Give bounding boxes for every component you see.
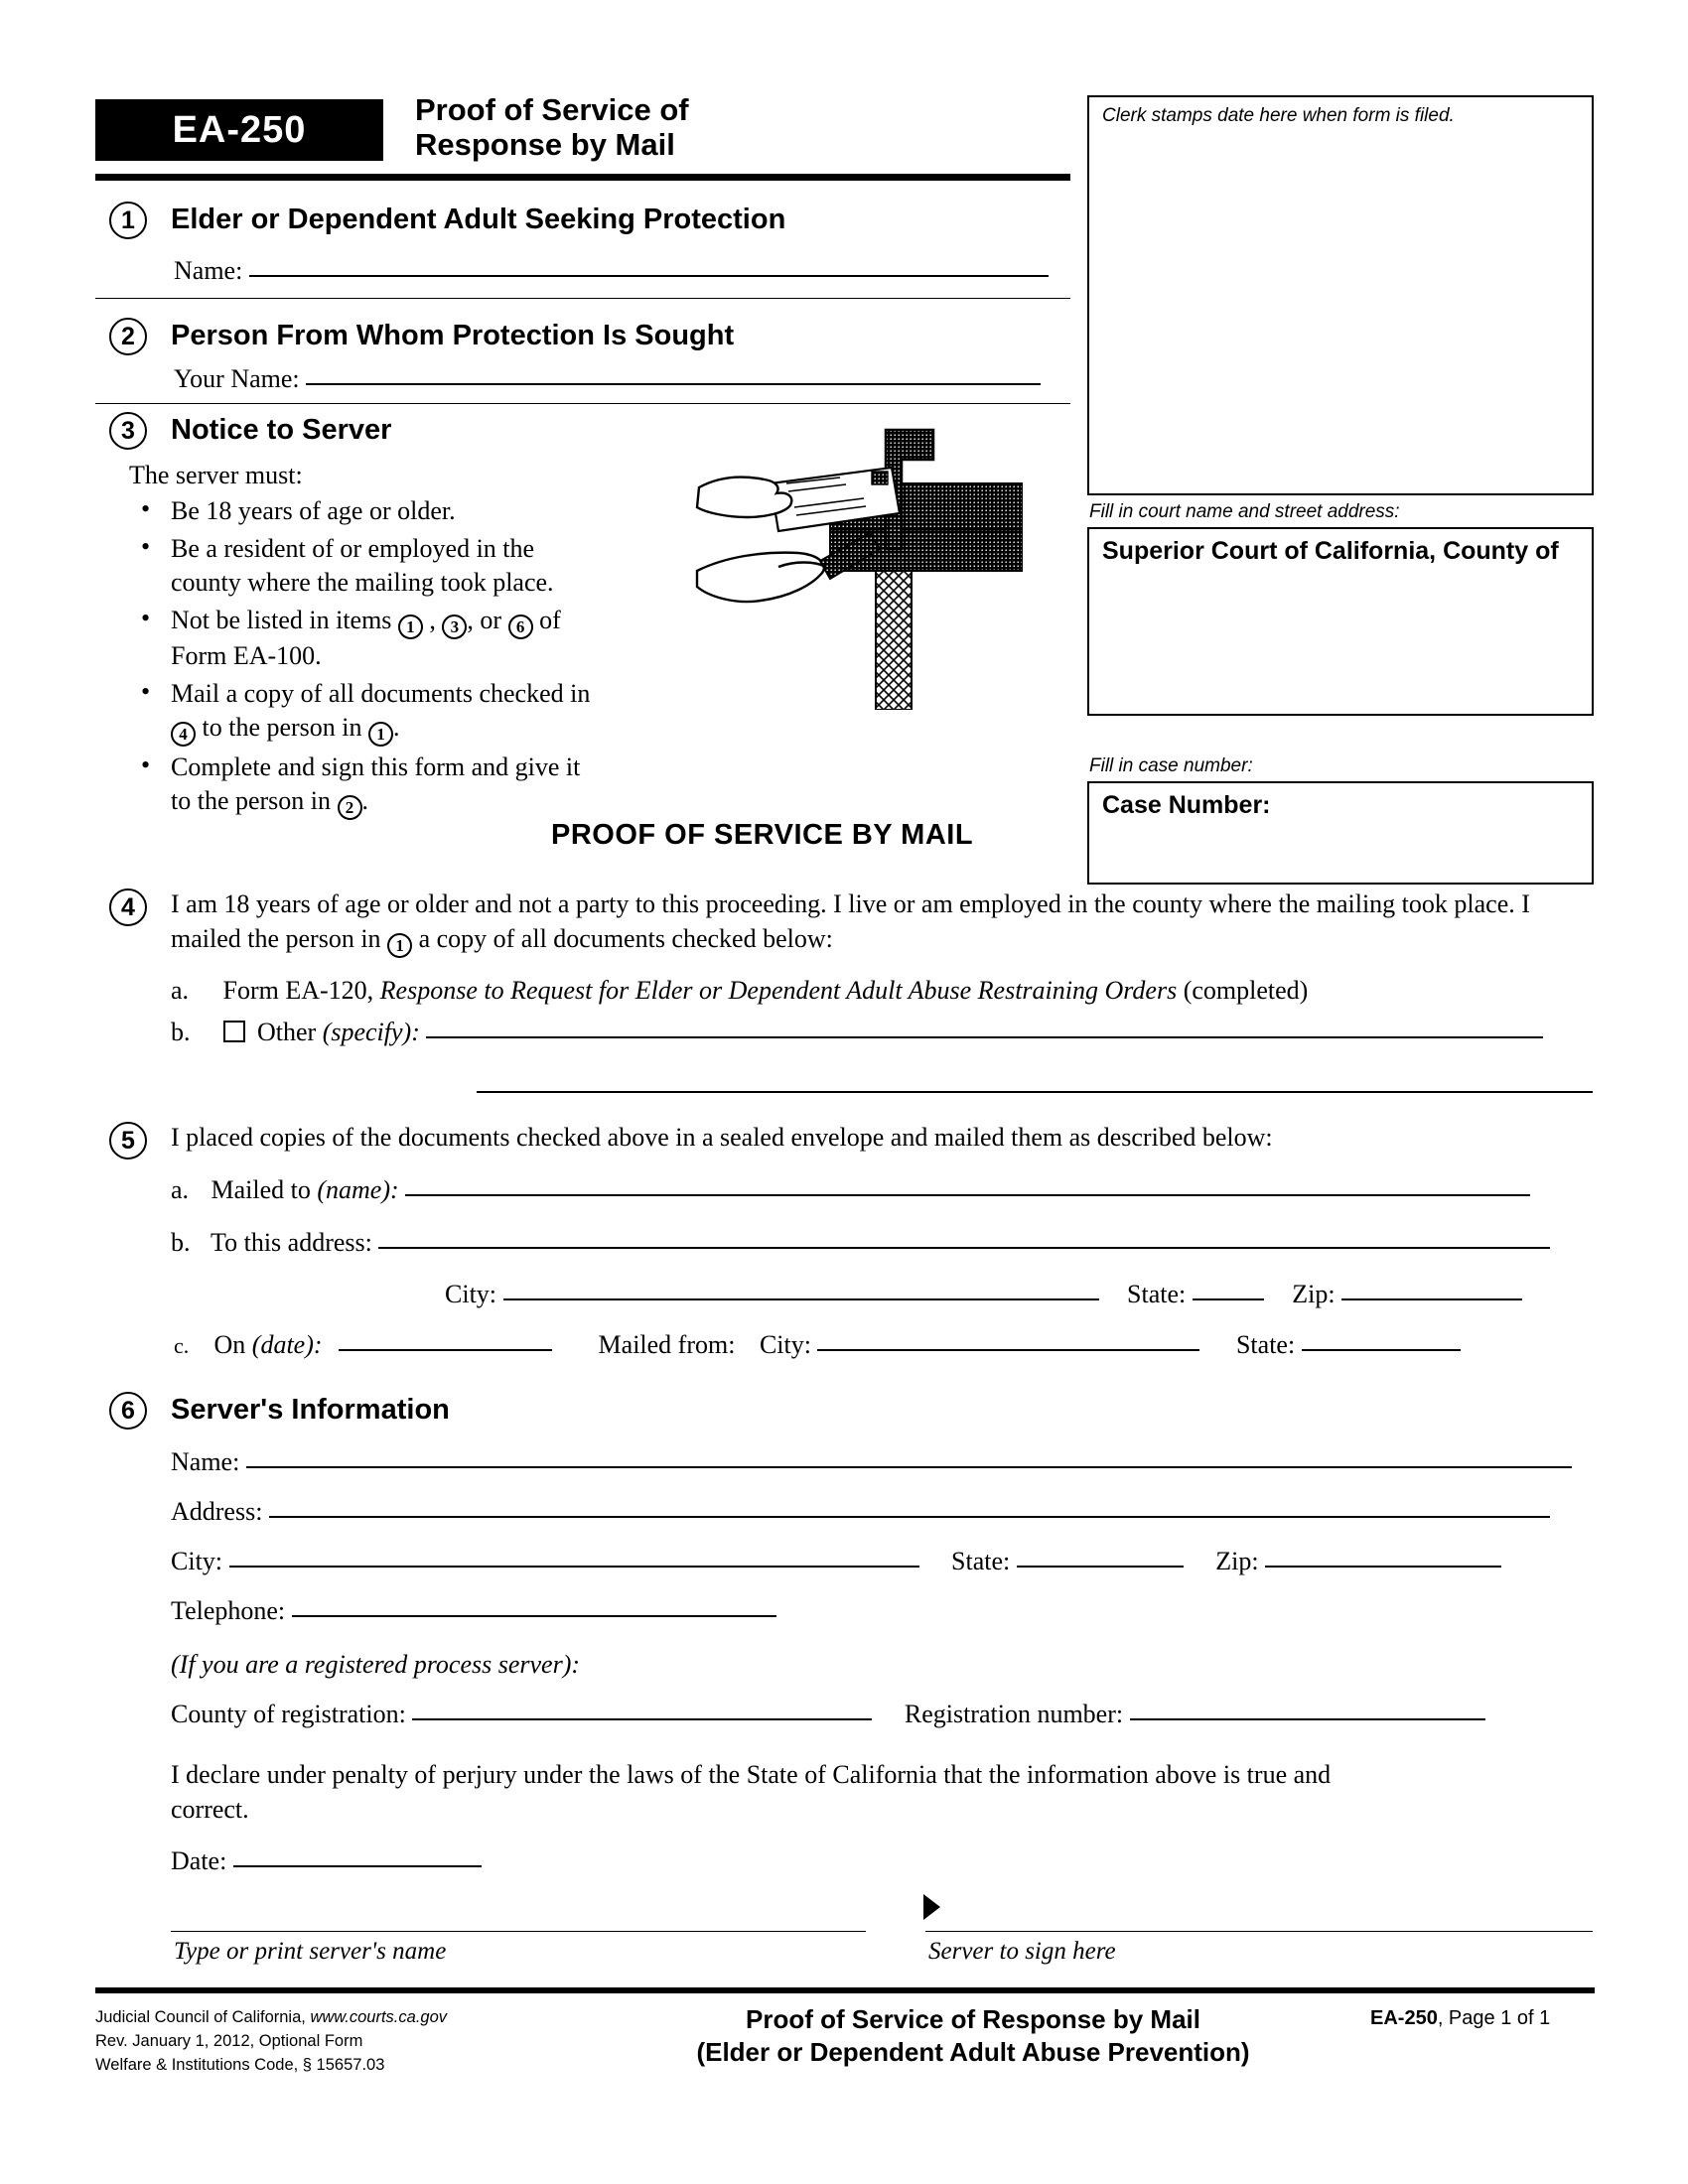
item-reference-1-icon: 1: [398, 614, 423, 639]
mailed-to-city-input[interactable]: [503, 1297, 1099, 1300]
requirement-text: Complete and sign this form and give it to the person in: [171, 752, 581, 815]
section-5-city-label: City:: [445, 1280, 497, 1308]
section-4-item-b-letter: b.: [171, 1018, 191, 1046]
footer-website-url: www.courts.ca.gov: [310, 2008, 448, 2026]
perjury-declaration-line2: correct.: [171, 1795, 249, 1824]
form-title: [415, 92, 812, 162]
server-name-input[interactable]: [246, 1465, 1572, 1468]
mailed-from-city-input[interactable]: [817, 1348, 1199, 1351]
section-5-city-state-zip-row: [445, 1280, 1522, 1309]
footer-form-code: EA-250: [1370, 2007, 1438, 2029]
other-checkbox[interactable]: [223, 1021, 245, 1042]
form-title-line2: Response by Mail: [415, 127, 675, 162]
section-5-c-label: On: [213, 1330, 246, 1359]
section-4-item-a-plain2: (completed): [1183, 976, 1309, 1005]
clerk-stamp-caption: Clerk stamps date here when form is filed.: [1102, 105, 1455, 126]
section-4-item-a-letter: a.: [171, 976, 190, 1005]
clerk-stamp-box: [1087, 95, 1594, 495]
case-number-caption: Fill in case number:: [1089, 755, 1253, 776]
section-5-state-label: State:: [1127, 1280, 1187, 1308]
requirement-text: .: [393, 713, 400, 742]
requirement-text: to the person in: [196, 713, 369, 742]
section-4-statement: [171, 887, 1596, 958]
step-number-5: 5: [109, 1122, 147, 1160]
section-5-a-label: Mailed to: [211, 1175, 311, 1204]
server-city-input[interactable]: [229, 1565, 919, 1568]
server-requirement-item: [129, 604, 596, 673]
section-5-a-letter: a.: [171, 1175, 190, 1204]
footer-line-2: Rev. January 1, 2012, Optional Form: [95, 2032, 363, 2050]
section-4-item-b: [171, 1018, 1543, 1047]
server-zip-label: Zip:: [1215, 1547, 1259, 1575]
server-telephone-row: [171, 1596, 776, 1626]
section-4-item-a: [171, 976, 1308, 1006]
section-2-name-label: Your Name:: [174, 364, 300, 393]
notice-intro: The server must:: [129, 461, 303, 489]
step-number-4: 4: [109, 888, 147, 926]
item-reference-1-icon: 1: [368, 722, 393, 747]
step-number-6: 6: [109, 1392, 147, 1430]
court-name-label: Superior Court of California, County of: [1102, 537, 1559, 565]
server-requirements-list: [129, 494, 596, 820]
mailed-on-date-input[interactable]: [339, 1348, 552, 1351]
requirement-text: Not be listed in items: [171, 606, 398, 634]
server-address-row: [171, 1497, 1550, 1527]
server-name-row: [171, 1447, 1572, 1477]
item-reference-3-icon: 3: [442, 614, 467, 639]
server-zip-input[interactable]: [1265, 1565, 1501, 1568]
signature-caption: Server to sign here: [928, 1938, 1116, 1965]
section-4-text-before: I am 18 years of age or older and not a party to this proceeding. I live or am employed in the county where the mailing took place. I mailed the person in: [171, 889, 1530, 953]
section-4-item-a-italic: Response to Request for Elder or Dependent Adult Abuse Restraining Orders: [379, 976, 1178, 1005]
footer-line-1: [95, 2005, 447, 2029]
section-4-ref-1: 1: [387, 933, 412, 958]
footer-title-line2: (Elder or Dependent Adult Abuse Prevention): [696, 2037, 1250, 2067]
footer-legal-info: [95, 2005, 447, 2077]
section-4-text-after: a copy of all documents checked below:: [418, 924, 833, 953]
section-4-item-a-plain1: Form EA-120,: [222, 976, 374, 1005]
case-number-label: Case Number:: [1102, 791, 1271, 819]
step-number-3: 3: [109, 412, 147, 450]
county-of-registration-label: County of registration:: [171, 1700, 406, 1728]
section-5-item-c: [174, 1330, 1461, 1360]
server-city-state-zip-row: [171, 1547, 1501, 1576]
section-5-b-label: To this address:: [211, 1228, 372, 1257]
requirement-text: , or: [467, 606, 508, 634]
registration-number-input[interactable]: [1130, 1717, 1485, 1720]
footer-council-text: Judicial Council of California,: [95, 2008, 306, 2026]
section-5-a-italic: (name):: [317, 1175, 399, 1204]
server-requirement-item: [129, 751, 596, 820]
requirement-text: .: [361, 786, 369, 815]
requirement-text: Be 18 years of age or older.: [171, 496, 456, 525]
step-number-1: 1: [109, 202, 147, 239]
form-title-line1: Proof of Service of: [415, 92, 689, 127]
server-state-label: State:: [951, 1547, 1011, 1575]
section-1-heading: Elder or Dependent Adult Seeking Protection: [171, 204, 786, 235]
footer-divider: [95, 1987, 1595, 1993]
mailed-to-zip-input[interactable]: [1341, 1297, 1522, 1300]
header-divider: [95, 174, 1070, 181]
section-1-name-label: Name:: [174, 256, 243, 285]
signature-line[interactable]: [925, 1931, 1593, 1932]
notice-to-server-list: [129, 459, 596, 824]
section-5-zip-label: Zip:: [1292, 1280, 1336, 1308]
mailed-to-name-input[interactable]: [405, 1193, 1530, 1196]
section-4-item-b-italic: (specify):: [322, 1018, 420, 1046]
mailed-from-state-input[interactable]: [1302, 1348, 1461, 1351]
county-of-registration-input[interactable]: [412, 1717, 872, 1720]
declaration-date-label: Date:: [171, 1846, 227, 1875]
requirement-text: Be a resident of or employed in the county where the mailing took place.: [171, 534, 554, 597]
section-5-b-letter: b.: [171, 1228, 191, 1257]
section-6-heading: Server's Information: [171, 1394, 450, 1426]
section-5-item-a: [171, 1175, 1530, 1205]
server-address-label: Address:: [171, 1497, 263, 1526]
section-1-divider: [95, 298, 1070, 299]
item-reference-4-icon: 4: [171, 722, 196, 747]
print-name-line[interactable]: [171, 1931, 866, 1932]
server-requirement-item: [129, 677, 596, 747]
footer-page-number: , Page 1 of 1: [1437, 2007, 1551, 2029]
section-5-intro: I placed copies of the documents checked above in a sealed envelope and mailed them as described below:: [171, 1123, 1273, 1152]
section-2-name-input[interactable]: [306, 382, 1041, 385]
requirement-text: Mail a copy of all documents checked in: [171, 679, 591, 708]
print-name-caption: Type or print server's name: [174, 1938, 447, 1965]
footer-line-3: Welfare & Institutions Code, § 15657.03: [95, 2056, 385, 2074]
step-number-2: 2: [109, 318, 147, 355]
declaration-date-row: [171, 1846, 482, 1876]
proof-of-service-heading: PROOF OF SERVICE BY MAIL: [551, 819, 974, 851]
section-5-c-letter: c.: [174, 1333, 190, 1358]
declaration-date-input[interactable]: [233, 1864, 482, 1867]
section-5-mailed-from-city-label: City:: [759, 1330, 811, 1359]
perjury-declaration-line1: I declare under penalty of perjury under the laws of the State of California that the information above is true and: [171, 1760, 1332, 1789]
section-2-divider: [95, 403, 1070, 404]
footer-page-info: [1370, 2007, 1550, 2030]
section-4-item-b-label: Other: [257, 1018, 317, 1046]
requirement-text: ,: [422, 606, 443, 634]
other-specify-input-line2[interactable]: [477, 1091, 1593, 1093]
registration-number-label: Registration number:: [904, 1700, 1124, 1728]
server-city-label: City:: [171, 1547, 223, 1575]
server-address-input[interactable]: [269, 1515, 1550, 1518]
section-5-item-b: [171, 1228, 1550, 1258]
section-5-mailed-from-label: Mailed from:: [598, 1330, 736, 1359]
form-code-badge: EA-250: [95, 99, 383, 161]
registration-row: [171, 1700, 1485, 1729]
signature-arrow-icon: [923, 1894, 940, 1920]
section-5-c-italic: (date):: [251, 1330, 323, 1359]
section-3-heading: Notice to Server: [171, 414, 392, 446]
mailed-to-state-input[interactable]: [1193, 1297, 1264, 1300]
section-2-name-row: [174, 364, 1041, 394]
server-requirement-item: [129, 494, 596, 528]
item-reference-2-icon: 2: [338, 795, 362, 820]
perjury-declaration: [171, 1757, 1601, 1827]
server-telephone-input[interactable]: [292, 1614, 776, 1617]
registered-process-server-note: (If you are a registered process server):: [171, 1650, 581, 1679]
hand-mailing-letter-icon: [695, 422, 1023, 715]
section-2-heading: Person From Whom Protection Is Sought: [171, 320, 735, 351]
requirement-text: of Form EA-100.: [171, 606, 561, 670]
section-1-name-input[interactable]: [249, 274, 1049, 277]
section-1-name-row: [174, 256, 1049, 286]
other-specify-input[interactable]: [426, 1035, 1543, 1038]
section-5-mailed-from-state-label: State:: [1235, 1330, 1296, 1359]
court-name-caption: Fill in court name and street address:: [1089, 501, 1400, 522]
server-requirement-item: [129, 532, 596, 600]
server-state-input[interactable]: [1017, 1565, 1184, 1568]
footer-form-title: [596, 2003, 1350, 2069]
server-telephone-label: Telephone:: [171, 1596, 286, 1625]
server-name-label: Name:: [171, 1447, 240, 1476]
mailed-to-address-input[interactable]: [378, 1246, 1550, 1249]
footer-title-line1: Proof of Service of Response by Mail: [746, 2004, 1200, 2034]
item-reference-6-icon: 6: [508, 614, 533, 639]
